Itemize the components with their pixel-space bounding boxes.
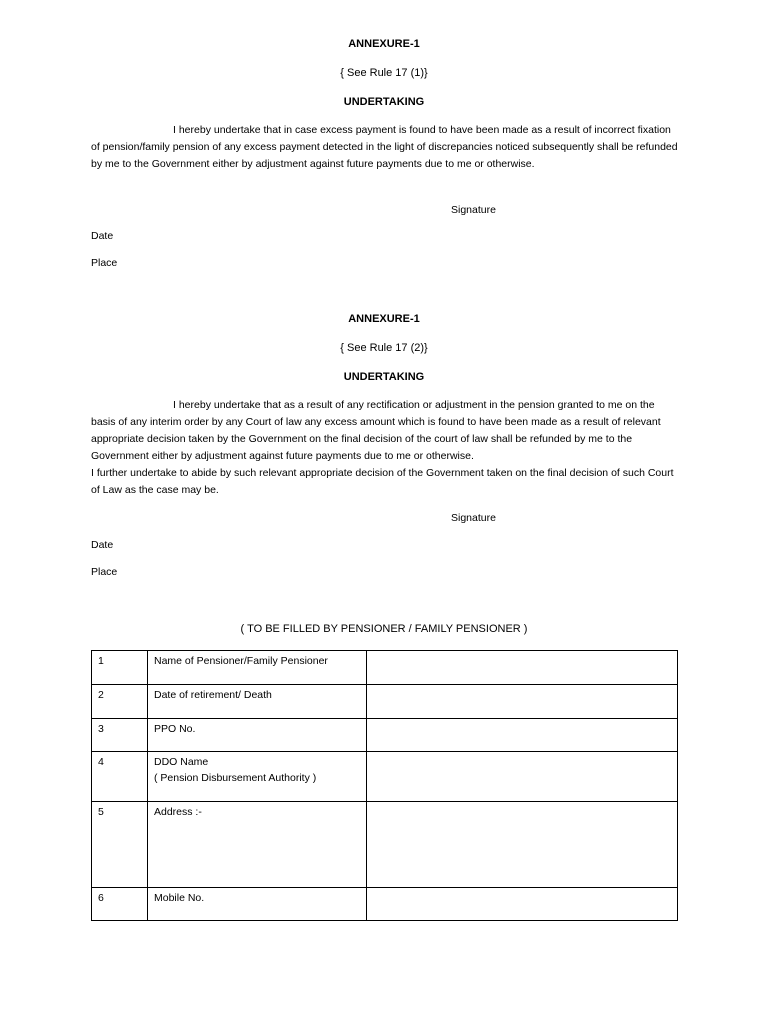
retirement-date-field[interactable]	[367, 685, 678, 719]
undertaking-body-2-first-line: I hereby undertake that as a result of any rectification or adjustment in the pension granted to me	[173, 399, 623, 411]
table-row	[92, 802, 678, 888]
form-title: ( TO BE FILLED BY PENSIONER / FAMILY PENSIONER )	[240, 623, 528, 635]
undertaking-body-1-first-line: I hereby undertake that in case excess payment is found to have been made as a result of incorrect	[173, 124, 635, 136]
annexure-heading-1: ANNEXURE-1	[348, 38, 420, 50]
pensioner-details-table	[91, 650, 678, 921]
ppo-number-field[interactable]	[367, 719, 678, 752]
table-row	[92, 685, 678, 719]
pensioner-name-field[interactable]	[367, 651, 678, 685]
row-label: PPO No.	[148, 719, 367, 752]
undertaking-body-2-rest: on the basis of any interim order by any Court of law any excess amount which is found to have been made as a result of relevant appropriate decision taken by the Government on the final decision of the court of law shall be refunded by me to the Government either by adjustment against future payments due to me or otherwise.	[91, 399, 661, 462]
undertaking-body-1-rest: fixation of pension/family pension of any excess payment detected in the light of discrepancies noticed subsequently shall be refunded by me to the Government either by adjustment against future payments due to me or otherwise.	[91, 124, 678, 170]
undertaking-body-1	[91, 122, 681, 173]
table-row	[92, 651, 678, 685]
undertaking-body-2	[91, 397, 681, 499]
row-number: 3	[92, 719, 148, 752]
undertaking-title-2: UNDERTAKING	[343, 371, 425, 383]
place-label-2: Place	[91, 566, 118, 578]
ddo-name-field[interactable]	[367, 752, 678, 802]
place-label-1: Place	[91, 257, 118, 269]
date-label-1: Date	[91, 230, 114, 242]
row-number: 5	[92, 802, 148, 888]
row-number: 4	[92, 752, 148, 802]
table-row	[92, 752, 678, 802]
row-number: 1	[92, 651, 148, 685]
row-label: Address :-	[148, 802, 367, 888]
row-label	[148, 752, 367, 802]
row-label: Mobile No.	[148, 888, 367, 921]
row-label: Date of retirement/ Death	[148, 685, 367, 719]
undertaking-title-1: UNDERTAKING	[343, 96, 425, 108]
annexure-heading-2: ANNEXURE-1	[348, 313, 420, 325]
undertaking-body-2-further: I further undertake to abide by such relevant appropriate decision of the Government taken on the final decision of such Court of Law as the case may be.	[91, 467, 674, 496]
table-row	[92, 888, 678, 921]
row-label-line: DDO Name	[154, 756, 209, 768]
rule-reference-2: { See Rule 17 (2)}	[340, 342, 428, 354]
signature-label-1: Signature	[451, 204, 496, 216]
table-row	[92, 719, 678, 752]
rule-reference-1: { See Rule 17 (1)}	[340, 67, 428, 79]
row-label-subline: ( Pension Disbursement Authority )	[154, 772, 317, 784]
signature-label-2: Signature	[451, 512, 496, 524]
mobile-number-field[interactable]	[367, 888, 678, 921]
date-label-2: Date	[91, 539, 114, 551]
address-field[interactable]	[367, 802, 678, 888]
row-number: 6	[92, 888, 148, 921]
row-label: Name of Pensioner/Family Pensioner	[148, 651, 367, 685]
row-number: 2	[92, 685, 148, 719]
